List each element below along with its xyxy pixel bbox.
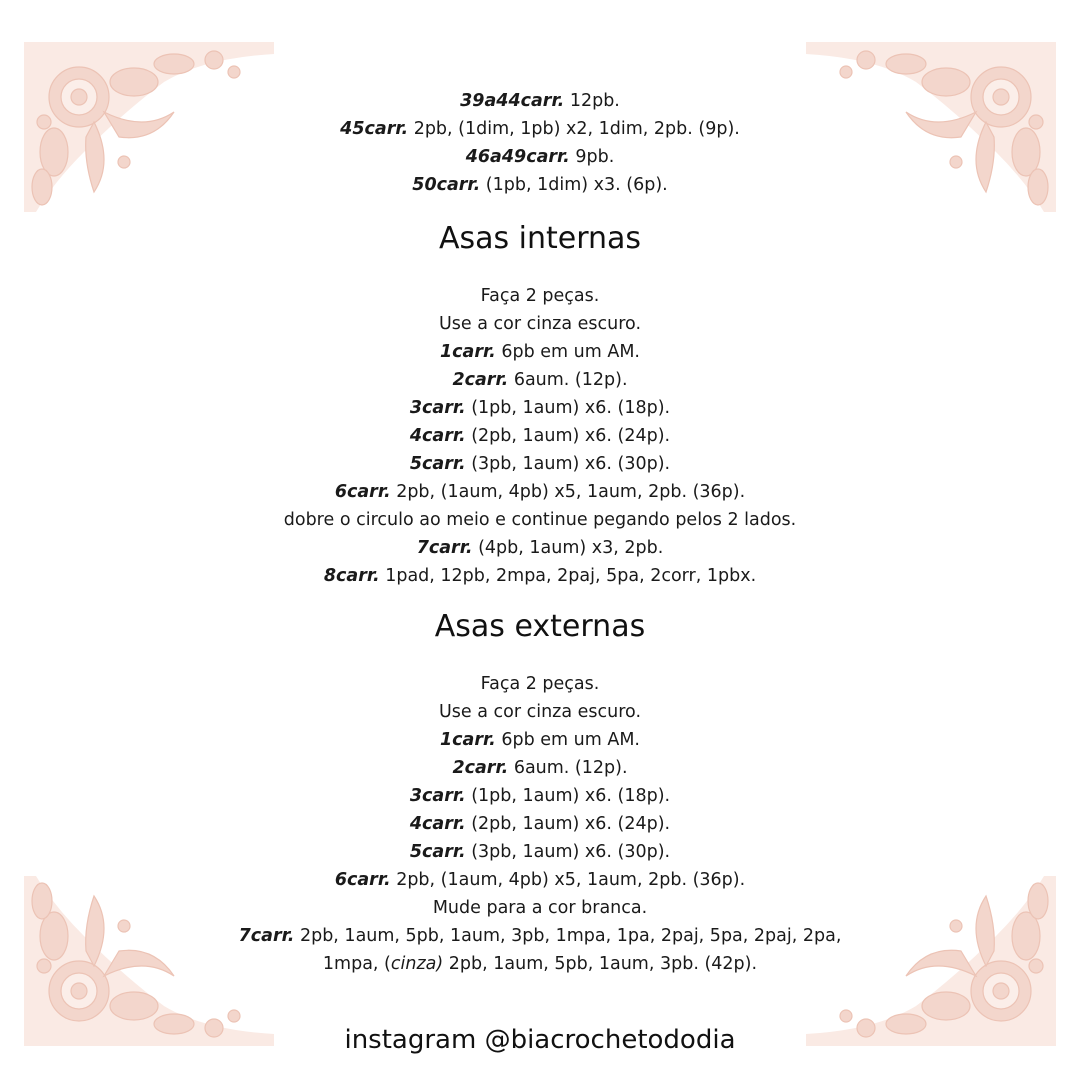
row-label: 46a49carr.	[465, 147, 570, 167]
row-text: (2pb, 1aum) x6. (24p).	[471, 814, 671, 834]
color-note: cinza)	[390, 954, 444, 974]
row-label: 50carr.	[412, 175, 481, 195]
row-50	[0, 171, 1080, 199]
row-7-continued	[0, 950, 1080, 978]
row-label: 6carr.	[334, 870, 391, 890]
row-label: 7carr.	[238, 926, 295, 946]
row-39a44	[0, 87, 1080, 115]
row-text: 6aum. (12p).	[513, 370, 628, 390]
intro-line: Use a cor cinza escuro.	[438, 702, 642, 722]
row-5	[0, 838, 1080, 866]
row-label: 1carr.	[440, 342, 496, 362]
row-text: 6pb em um AM.	[501, 342, 640, 362]
row-2	[0, 366, 1080, 394]
row-label: 4carr.	[409, 426, 466, 446]
row-label: 2carr.	[452, 758, 509, 778]
row-3	[0, 782, 1080, 810]
instruction-note: dobre o circulo ao meio e continue pegando pelos 2 lados.	[283, 510, 797, 530]
row-6	[0, 866, 1080, 894]
row-text: 1mpa, (	[322, 954, 391, 974]
row-4	[0, 422, 1080, 450]
row-label: 2carr.	[452, 370, 509, 390]
row-label: 7carr.	[416, 538, 473, 558]
row-1	[0, 726, 1080, 754]
row-2	[0, 754, 1080, 782]
row-text: 2pb, (1aum, 4pb) x5, 1aum, 2pb. (36p).	[396, 482, 746, 502]
row-6	[0, 478, 1080, 506]
instruction-note: Mude para a cor branca.	[432, 898, 648, 918]
row-8	[0, 562, 1080, 590]
row-text: (3pb, 1aum) x6. (30p).	[471, 454, 671, 474]
row-label: 45carr.	[340, 119, 409, 139]
row-5	[0, 450, 1080, 478]
instagram-handle: instagram @biacrochetododia	[344, 1025, 736, 1055]
row-label: 3carr.	[409, 786, 466, 806]
row-4	[0, 810, 1080, 838]
row-text: 12pb.	[569, 91, 620, 111]
recipe-content	[0, 87, 1080, 978]
row-text: (4pb, 1aum) x3, 2pb.	[478, 538, 664, 558]
row-text: (1pb, 1aum) x6. (18p).	[471, 786, 671, 806]
section-title-asas-externas: Asas externas	[434, 609, 646, 644]
row-text: 2pb, 1aum, 5pb, 1aum, 3pb, 1mpa, 1pa, 2paj, 5pa, 2paj, 2pa,	[299, 926, 842, 946]
row-label: 5carr.	[409, 454, 466, 474]
intro-line: Use a cor cinza escuro.	[438, 314, 642, 334]
row-text: 2pb, (1aum, 4pb) x5, 1aum, 2pb. (36p).	[396, 870, 746, 890]
row-46a49	[0, 143, 1080, 171]
row-text: 2pb, (1dim, 1pb) x2, 1dim, 2pb. (9p).	[413, 119, 740, 139]
row-label: 5carr.	[409, 842, 466, 862]
row-text: 2pb, 1aum, 5pb, 1aum, 3pb. (42p).	[448, 954, 758, 974]
row-text: (3pb, 1aum) x6. (30p).	[471, 842, 671, 862]
section-title-asas-internas: Asas internas	[438, 221, 642, 256]
row-text: 6pb em um AM.	[501, 730, 640, 750]
intro-line: Faça 2 peças.	[480, 674, 600, 694]
row-text: 9pb.	[575, 147, 615, 167]
row-7	[0, 534, 1080, 562]
intro-line: Faça 2 peças.	[480, 286, 600, 306]
row-text: (1pb, 1dim) x3. (6p).	[485, 175, 668, 195]
row-label: 6carr.	[334, 482, 391, 502]
row-1	[0, 338, 1080, 366]
row-3	[0, 394, 1080, 422]
row-7	[0, 922, 1080, 950]
row-text: 1pad, 12pb, 2mpa, 2paj, 5pa, 2corr, 1pbx.	[385, 566, 757, 586]
row-label: 39a44carr.	[460, 91, 565, 111]
row-45	[0, 115, 1080, 143]
row-text: 6aum. (12p).	[513, 758, 628, 778]
row-label: 8carr.	[323, 566, 380, 586]
row-text: (1pb, 1aum) x6. (18p).	[471, 398, 671, 418]
row-label: 3carr.	[409, 398, 466, 418]
row-label: 1carr.	[440, 730, 496, 750]
row-text: (2pb, 1aum) x6. (24p).	[471, 426, 671, 446]
row-label: 4carr.	[409, 814, 466, 834]
